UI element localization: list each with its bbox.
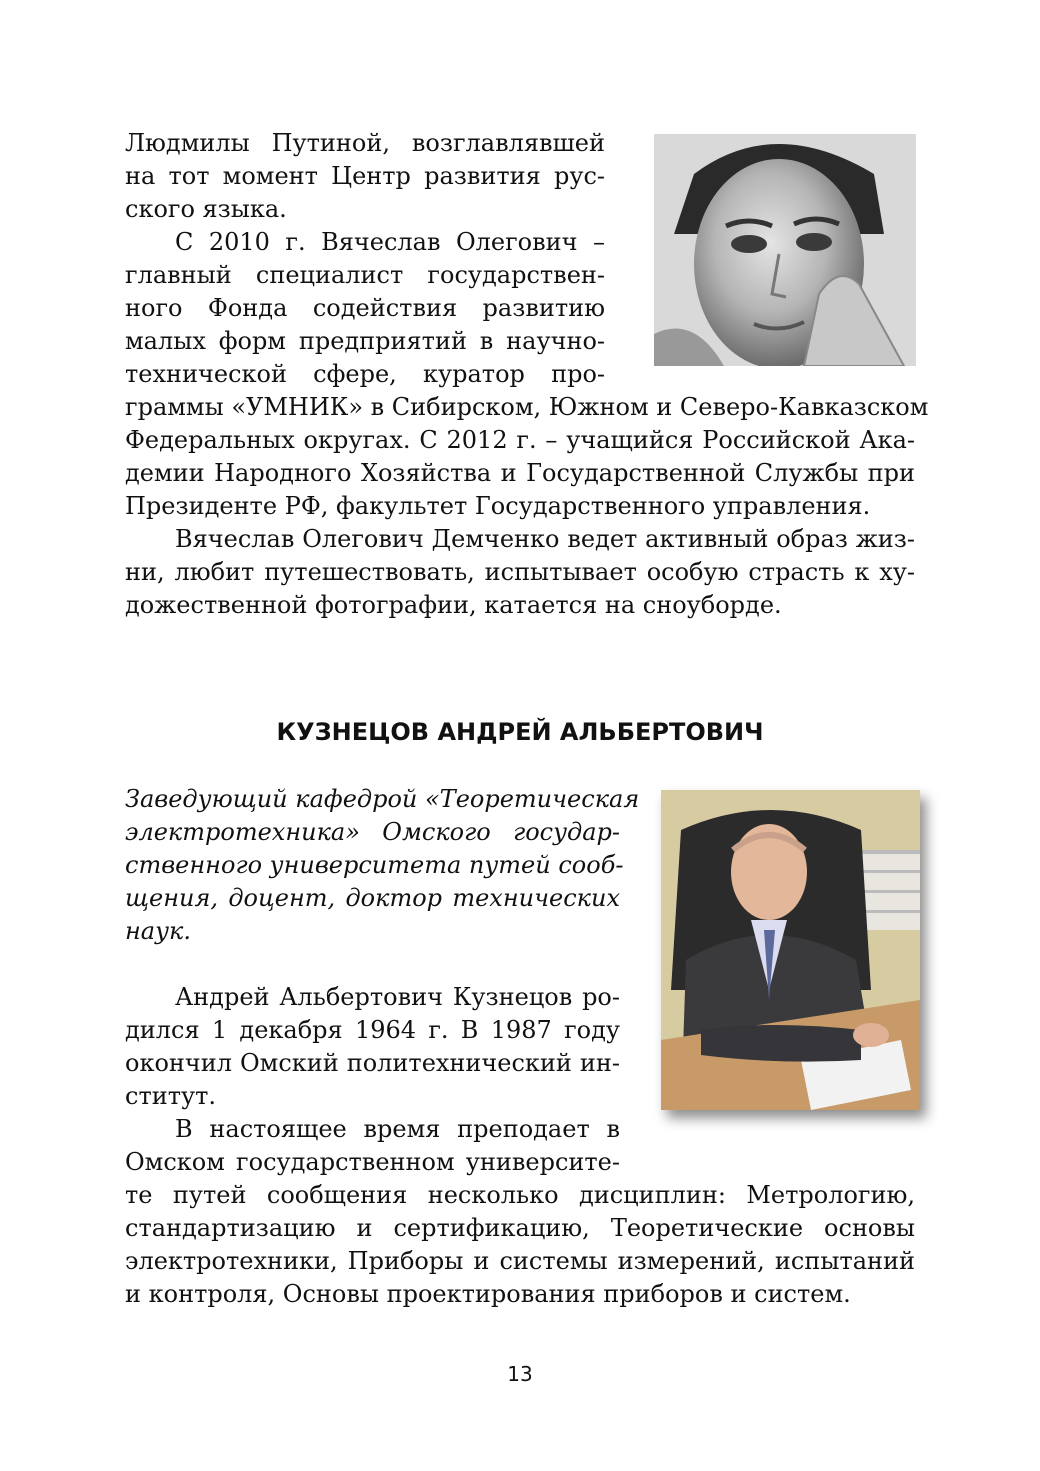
paragraph-line: ного Фонда содействия развитию: [125, 294, 605, 322]
paragraph-line: Омском государственном университе-: [125, 1148, 620, 1176]
paragraph-line: дился 1 декабря 1964 г. В 1987 году: [125, 1016, 620, 1044]
paragraph-line: и контроля, Основы проектирования приборов и систем.: [125, 1280, 851, 1308]
portrait-photo-kuznetsov: [661, 790, 920, 1110]
paragraph-line: дожественной фотографии, катается на сноуборде.: [125, 591, 782, 619]
paragraph-line: Вячеслав Олегович Демченко ведет активный образ жиз-: [175, 525, 915, 553]
paragraph-line: стандартизацию и сертификацию, Теоретические основы: [125, 1214, 915, 1242]
paragraph-line: демии Народного Хозяйства и Государственной Службы при: [125, 459, 915, 487]
paragraph-line: Президенте РФ, факультет Государственного управления.: [125, 492, 871, 520]
portrait-photo-demchenko: [654, 134, 916, 366]
paragraph-line: малых форм предприятий в научно-: [125, 327, 605, 355]
paragraph-line: В настоящее время преподает в: [175, 1115, 620, 1143]
paragraph-line: электротехники, Приборы и системы измерений, испытаний: [125, 1247, 915, 1275]
paragraph-line: главный специалист государствен-: [125, 261, 605, 289]
title-line: наук.: [125, 917, 191, 945]
paragraph-line: технической сфере, куратор про-: [125, 360, 605, 388]
paragraph-line: Федеральных округах. С 2012 г. – учащийся Российской Ака-: [125, 426, 915, 454]
paragraph-line: ститут.: [125, 1082, 217, 1110]
paragraph-line: С 2010 г. Вячеслав Олегович –: [175, 228, 605, 256]
paragraph-line: окончил Омский политехнический ин-: [125, 1049, 620, 1077]
title-line: щения, доцент, доктор технических: [125, 884, 620, 912]
page-number: 13: [507, 1362, 533, 1386]
paragraph-line: те путей сообщения несколько дисциплин: Метрологию,: [125, 1181, 915, 1209]
title-line: электротехника» Омского государ-: [125, 818, 620, 846]
paragraph-line: Андрей Альбертович Кузнецов ро-: [175, 983, 620, 1011]
paragraph-line: ни, любит путешествовать, испытывает особую страсть к ху-: [125, 558, 915, 586]
paragraph-line: Людмилы Путиной, возглавлявшей: [125, 129, 605, 157]
title-line: ственного университета путей сооб-: [125, 851, 624, 879]
paragraph-line: граммы «УМНИК» в Сибирском, Южном и Северо-Кавказском: [125, 393, 929, 421]
title-line: Заведующий кафедрой «Теоретическая: [125, 785, 640, 813]
section-heading: КУЗНЕЦОВ АНДРЕЙ АЛЬБЕРТОВИЧ: [276, 718, 764, 746]
paragraph-line: на тот момент Центр развития рус-: [125, 162, 605, 190]
paragraph-line: ского языка.: [125, 195, 287, 223]
